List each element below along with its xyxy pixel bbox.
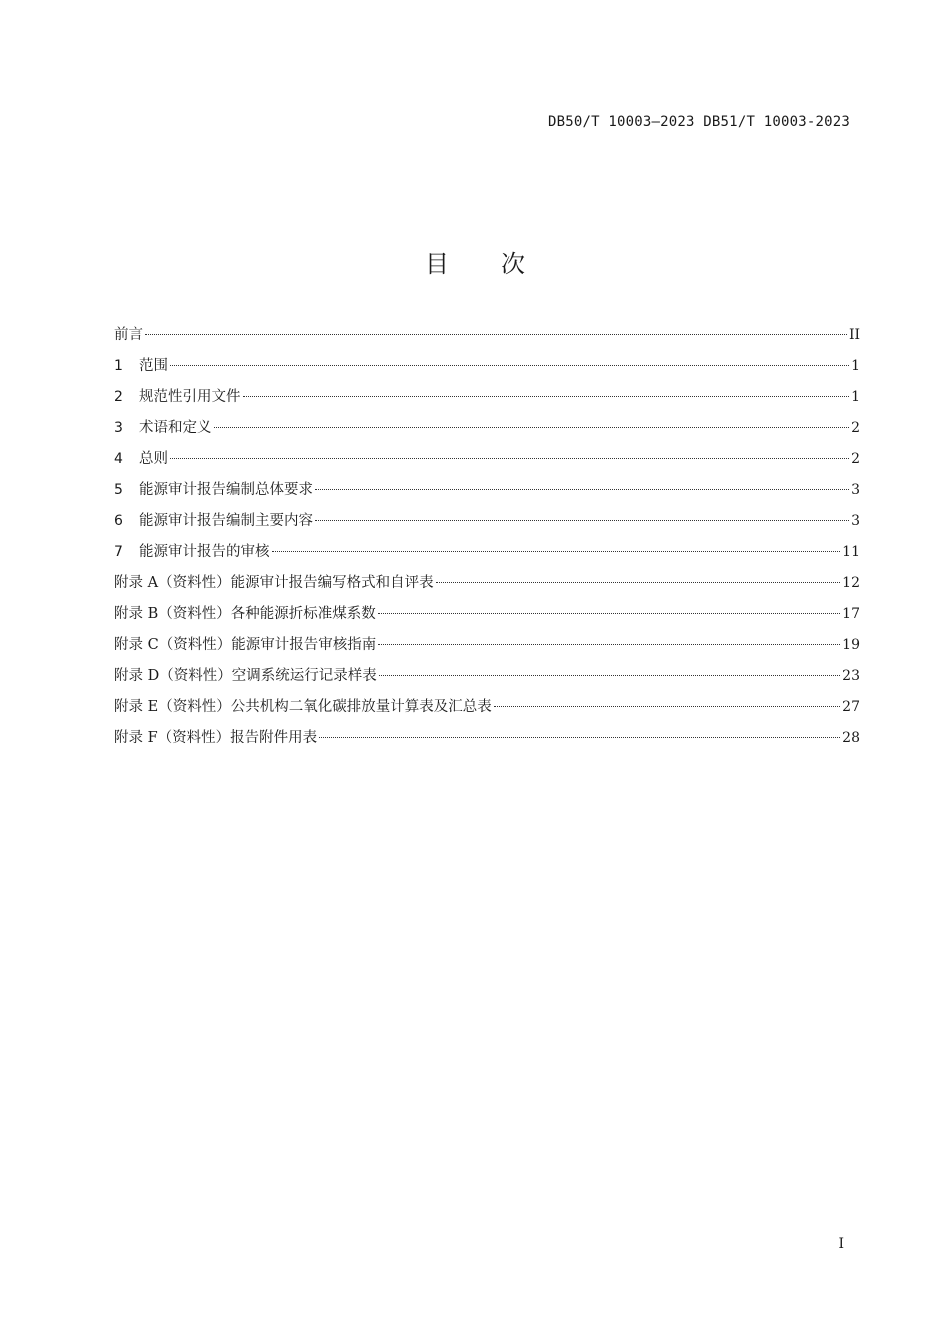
toc-entry-title: 附录 F（资料性）报告附件用表 <box>114 730 318 746</box>
toc-entry[interactable] <box>114 661 860 692</box>
toc-entry-number: 2 <box>114 389 123 405</box>
toc-entry-title: 前言 <box>114 327 143 343</box>
toc-entry-title: 范围 <box>139 358 168 374</box>
toc-entry-number: 4 <box>114 451 123 467</box>
toc-entry-page: 19 <box>842 637 860 653</box>
toc-dot-leader <box>170 458 849 459</box>
toc-entry-title: 附录 B（资料性）各种能源折标准煤系数 <box>114 606 376 622</box>
toc-entry-page: 27 <box>842 699 860 715</box>
toc-entry-page: 3 <box>851 513 860 529</box>
toc-entry[interactable] <box>114 568 860 599</box>
toc-entry-number: 7 <box>114 544 123 560</box>
toc-entry-page: 1 <box>851 358 860 374</box>
toc-dot-leader <box>378 613 840 614</box>
toc-entry[interactable] <box>114 723 860 754</box>
toc-dot-leader <box>243 396 850 397</box>
toc-entry-title: 能源审计报告编制主要内容 <box>139 513 313 529</box>
toc-entry-page: 23 <box>842 668 860 684</box>
toc-entry[interactable] <box>114 444 860 475</box>
toc-entry[interactable] <box>114 382 860 413</box>
toc-entry-title: 规范性引用文件 <box>139 389 241 405</box>
toc-entry-title: 总则 <box>139 451 168 467</box>
toc-dot-leader <box>378 644 840 645</box>
toc-entry-page: 3 <box>851 482 860 498</box>
toc-dot-leader <box>436 582 841 583</box>
toc-dot-leader <box>214 427 850 428</box>
toc-title: 目次 <box>425 250 577 278</box>
toc-entry[interactable] <box>114 599 860 630</box>
toc-entry[interactable] <box>114 320 860 351</box>
toc-dot-leader <box>319 737 840 738</box>
table-of-contents <box>114 320 860 754</box>
toc-entry-title: 附录 A（资料性）能源审计报告编写格式和自评表 <box>114 575 434 591</box>
toc-entry-number: 5 <box>114 482 123 498</box>
toc-entry-title: 能源审计报告编制总体要求 <box>139 482 313 498</box>
toc-entry-page: 17 <box>842 606 860 622</box>
toc-entry-page: 11 <box>842 544 860 560</box>
toc-entry-page: 28 <box>842 730 860 746</box>
toc-entry-page: 2 <box>851 451 860 467</box>
toc-dot-leader <box>379 675 840 676</box>
toc-entry-page: II <box>848 327 860 343</box>
toc-entry-title: 附录 C（资料性）能源审计报告审核指南 <box>114 637 377 653</box>
toc-dot-leader <box>315 489 849 490</box>
toc-dot-leader <box>170 365 849 366</box>
toc-entry[interactable] <box>114 506 860 537</box>
toc-dot-leader <box>315 520 849 521</box>
toc-entry[interactable] <box>114 692 860 723</box>
toc-entry-title: 附录 D（资料性）空调系统运行记录样表 <box>114 668 377 684</box>
toc-entry-title: 附录 E（资料性）公共机构二氧化碳排放量计算表及汇总表 <box>114 699 492 715</box>
toc-entry-page: 1 <box>851 389 860 405</box>
toc-entry-page: 2 <box>851 420 860 436</box>
toc-entry-number: 1 <box>114 358 123 374</box>
toc-entry-number: 3 <box>114 420 123 436</box>
toc-entry-title: 能源审计报告的审核 <box>139 544 270 560</box>
toc-entry-page: 12 <box>842 575 860 591</box>
page-number: I <box>838 1236 844 1252</box>
document-code: DB50/T 10003—2023 DB51/T 10003-2023 <box>547 114 850 130</box>
toc-entry[interactable] <box>114 475 860 506</box>
toc-entry[interactable] <box>114 351 860 382</box>
toc-entry-number: 6 <box>114 513 123 529</box>
toc-dot-leader <box>494 706 840 707</box>
toc-entry[interactable] <box>114 413 860 444</box>
toc-dot-leader <box>145 334 847 335</box>
toc-entry[interactable] <box>114 630 860 661</box>
toc-dot-leader <box>272 551 841 552</box>
toc-entry[interactable] <box>114 537 860 568</box>
toc-entry-title: 术语和定义 <box>139 420 212 436</box>
